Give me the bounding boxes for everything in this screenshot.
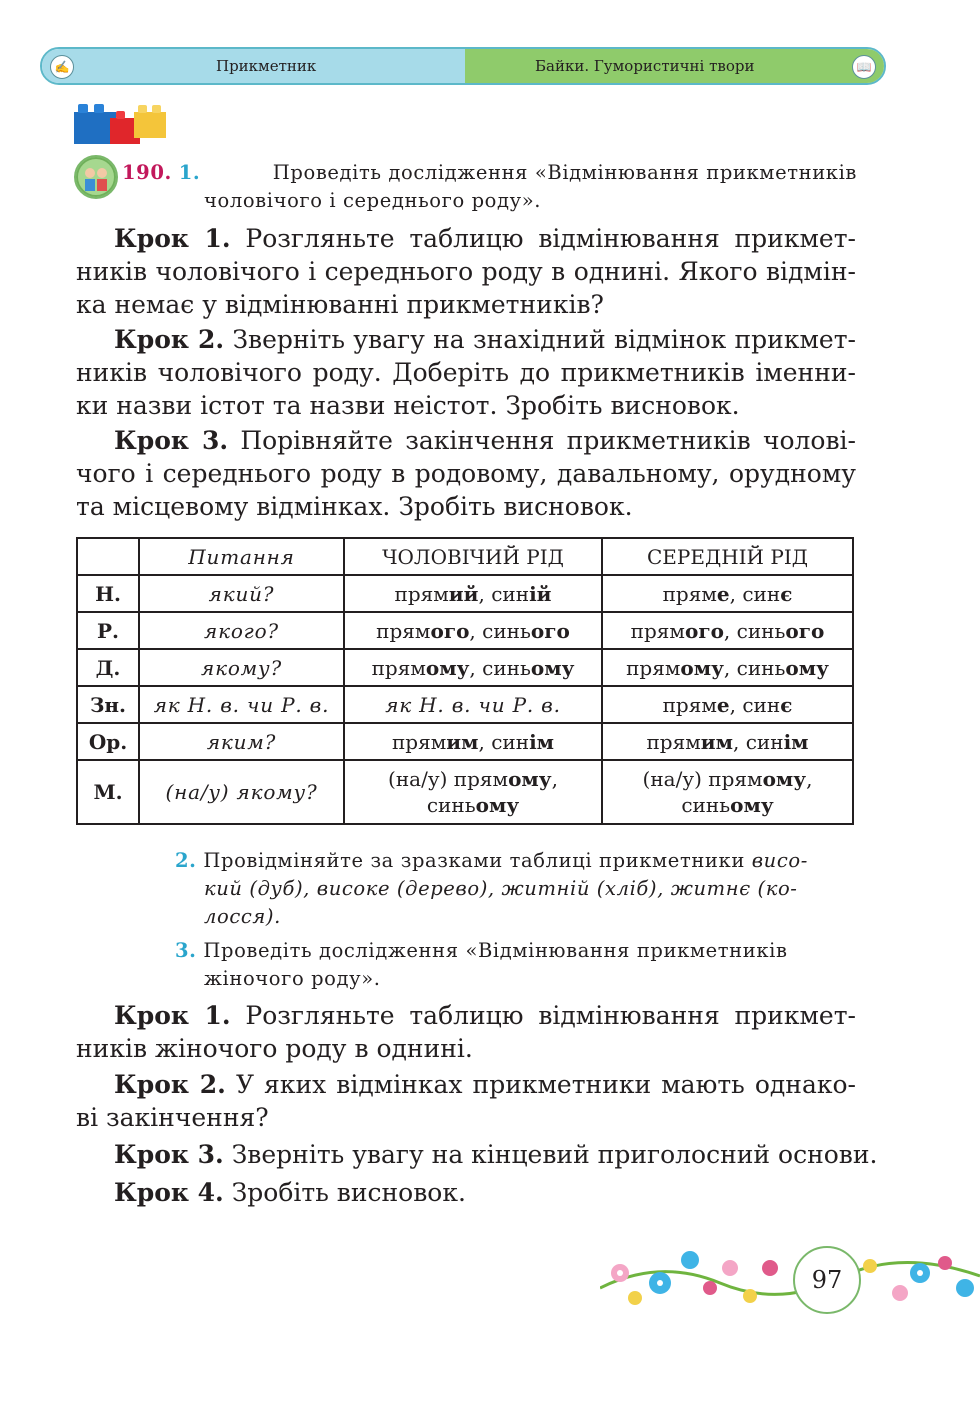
step-b3 bbox=[76, 1138, 878, 1171]
case-cell: Н. bbox=[77, 575, 139, 612]
separator: , bbox=[469, 655, 483, 680]
stem: синь bbox=[482, 618, 531, 643]
case-cell: Р. bbox=[77, 612, 139, 649]
step-text: ників чоловічого і середнього роду в однині. Якого відмін- bbox=[76, 257, 856, 286]
neuter-cell bbox=[602, 723, 853, 760]
step-text: Порівняйте закінчення прикметників чолові- bbox=[240, 426, 857, 455]
ending: им bbox=[700, 729, 733, 754]
question-cell: якого? bbox=[139, 612, 344, 649]
ending: ому bbox=[762, 767, 807, 791]
ending: ого bbox=[684, 618, 724, 643]
masculine-italic: як Н. в. чи Р. в. bbox=[385, 692, 561, 717]
stem: синь bbox=[736, 655, 786, 680]
task-2 bbox=[175, 847, 857, 931]
step-text: ників чоловічого роду. Доберіть до прикметників іменни- bbox=[76, 358, 856, 387]
question-cell: як Н. в. чи Р. в. bbox=[139, 686, 344, 723]
neuter-cell bbox=[602, 649, 853, 686]
step-text: Зробіть висновок. bbox=[231, 1178, 466, 1207]
ending: ому bbox=[730, 793, 774, 817]
stem: прям bbox=[391, 729, 447, 754]
task-3-text: Проведіть дослідження «Відмінювання прикметників bbox=[203, 939, 788, 962]
stem: син bbox=[742, 581, 781, 606]
step-text: ки назви істот та назви неістот. Зробіть висновок. bbox=[76, 391, 740, 420]
stem: прям bbox=[371, 655, 426, 680]
task-2-line-3: лосся). bbox=[204, 905, 281, 928]
stem: (на/у) прям bbox=[642, 767, 763, 791]
lego-bricks-icon bbox=[72, 98, 172, 148]
ending: ому bbox=[530, 655, 575, 680]
header-right-title: Байки. Гумористичні твори bbox=[535, 57, 755, 75]
separator: , bbox=[723, 655, 737, 680]
stem: синь bbox=[426, 793, 476, 817]
task-1-line-1: Проведіть дослідження «Відмінювання прикметників bbox=[272, 161, 857, 184]
step-a3 bbox=[76, 424, 856, 523]
task-3 bbox=[175, 937, 857, 993]
question-cell: який? bbox=[139, 575, 344, 612]
table-row bbox=[77, 686, 853, 723]
header-left-title: Прикметник bbox=[216, 57, 317, 75]
header-section-grammar bbox=[42, 49, 465, 83]
separator: , bbox=[478, 581, 492, 606]
task-3-line-2: жіночого роду». bbox=[204, 967, 381, 990]
step-label: Крок 4. bbox=[114, 1178, 224, 1207]
case-cell: М. bbox=[77, 760, 139, 824]
stem: прям bbox=[376, 618, 431, 643]
running-header bbox=[40, 47, 886, 85]
step-text: Зверніть увагу на кінцевий приголосний основи. bbox=[231, 1140, 878, 1169]
step-text: ві закінчення? bbox=[76, 1103, 269, 1132]
stem: синь bbox=[681, 793, 731, 817]
masculine-cell bbox=[344, 760, 602, 824]
step-b4 bbox=[76, 1176, 856, 1209]
header-section-literature bbox=[465, 49, 884, 83]
ending: ій bbox=[529, 581, 552, 606]
case-cell: Ор. bbox=[77, 723, 139, 760]
case-cell: Д. bbox=[77, 649, 139, 686]
masculine-cell bbox=[344, 575, 602, 612]
ending: ий bbox=[448, 581, 479, 606]
step-a1 bbox=[76, 222, 856, 321]
ending: ому bbox=[475, 793, 520, 817]
ending: ого bbox=[430, 618, 470, 643]
separator: , bbox=[729, 692, 743, 717]
stem: син bbox=[742, 692, 781, 717]
separator: , bbox=[723, 618, 737, 643]
table-header-row bbox=[77, 538, 853, 575]
stem: прям bbox=[646, 729, 701, 754]
step-label: Крок 1. bbox=[114, 224, 231, 253]
ending: є bbox=[780, 581, 793, 606]
flowers-decoration-icon bbox=[600, 1238, 980, 1318]
separator: , bbox=[469, 618, 483, 643]
neuter-cell bbox=[602, 575, 853, 612]
stem: син bbox=[745, 729, 784, 754]
ending: е bbox=[716, 692, 730, 717]
step-text: Зверніть увагу на знахідний відмінок прикмет- bbox=[232, 325, 856, 354]
subtask-number-2: 2. bbox=[175, 849, 197, 872]
step-label: Крок 3. bbox=[114, 1140, 224, 1169]
step-b1 bbox=[76, 999, 856, 1065]
step-a2 bbox=[76, 323, 856, 422]
ending: ім bbox=[529, 729, 555, 754]
stem: прям bbox=[626, 655, 681, 680]
ending: є bbox=[780, 692, 793, 717]
step-text: ників жіночого роду в однині. bbox=[76, 1034, 473, 1063]
subtask-number-3: 3. bbox=[175, 939, 197, 962]
stem: прям bbox=[662, 692, 717, 717]
stem: син bbox=[491, 581, 530, 606]
task-1 bbox=[122, 159, 857, 215]
step-label: Крок 2. bbox=[114, 325, 225, 354]
ending: ого bbox=[530, 618, 570, 643]
question-cell: яким? bbox=[139, 723, 344, 760]
step-text: чого і середнього роду в родовому, давальному, орудному bbox=[76, 459, 856, 488]
table-row bbox=[77, 612, 853, 649]
table-row bbox=[77, 649, 853, 686]
table-row bbox=[77, 723, 853, 760]
ending: ому bbox=[508, 767, 552, 791]
stem: син bbox=[491, 729, 530, 754]
step-text: Розгляньте таблицю відмінювання прикмет- bbox=[245, 224, 856, 253]
exercise-number: 190. bbox=[122, 161, 172, 184]
ending: ому bbox=[425, 655, 470, 680]
declension-table bbox=[76, 537, 854, 825]
separator: , bbox=[732, 729, 746, 754]
step-label: Крок 2. bbox=[114, 1070, 226, 1099]
neuter-cell bbox=[602, 760, 853, 824]
step-label: Крок 1. bbox=[114, 1001, 231, 1030]
ending: ому bbox=[680, 655, 724, 680]
step-text: Розгляньте таблицю відмінювання прикмет- bbox=[245, 1001, 856, 1030]
table-header: Питання bbox=[139, 538, 344, 575]
stem: синь bbox=[482, 655, 531, 680]
table-header: СЕРЕДНІЙ РІД bbox=[602, 538, 853, 575]
table-row bbox=[77, 760, 853, 824]
step-text: та місцевому відмінках. Зробіть висновок. bbox=[76, 492, 633, 521]
table-row bbox=[77, 575, 853, 612]
separator: , bbox=[729, 581, 743, 606]
children-icon bbox=[74, 155, 118, 199]
task-2-text: Провідміняйте за зразками таблиці прикметники bbox=[203, 849, 752, 872]
step-text: ка немає у відмінюванні прикметників? bbox=[76, 290, 604, 319]
masculine-cell bbox=[344, 612, 602, 649]
page-number: 97 bbox=[793, 1246, 861, 1314]
step-label: Крок 3. bbox=[114, 426, 229, 455]
task-2-line-2: кий (дуб), високе (дерево), житній (хліб), житнє (ко- bbox=[204, 877, 798, 900]
step-b2 bbox=[76, 1068, 856, 1134]
pen-icon: ✍ bbox=[50, 55, 74, 79]
stem: прям bbox=[662, 581, 717, 606]
ending: ого bbox=[785, 618, 825, 643]
separator: , bbox=[806, 767, 813, 791]
ending: е bbox=[716, 581, 730, 606]
separator: , bbox=[551, 767, 558, 791]
masculine-cell bbox=[344, 686, 602, 723]
neuter-cell bbox=[602, 686, 853, 723]
ending: им bbox=[446, 729, 479, 754]
ending: ім bbox=[783, 729, 809, 754]
neuter-cell bbox=[602, 612, 853, 649]
stem: синь bbox=[736, 618, 786, 643]
subtask-number-1: 1. bbox=[178, 161, 201, 184]
masculine-cell bbox=[344, 649, 602, 686]
case-cell: Зн. bbox=[77, 686, 139, 723]
stem: (на/у) прям bbox=[388, 767, 509, 791]
book-icon: 📖 bbox=[852, 55, 876, 79]
task-2-italic: висо- bbox=[751, 849, 808, 872]
ending: ому bbox=[785, 655, 829, 680]
table-header bbox=[77, 538, 139, 575]
question-cell: (на/у) якому? bbox=[139, 760, 344, 824]
stem: прям bbox=[394, 581, 449, 606]
stem: прям bbox=[630, 618, 685, 643]
separator: , bbox=[478, 729, 492, 754]
step-text: У яких відмінках прикметники мають однако- bbox=[235, 1070, 856, 1099]
table-header: ЧОЛОВІЧИЙ РІД bbox=[344, 538, 602, 575]
question-cell: якому? bbox=[139, 649, 344, 686]
task-1-line-2: чоловічого і середнього роду». bbox=[204, 189, 542, 212]
masculine-cell bbox=[344, 723, 602, 760]
